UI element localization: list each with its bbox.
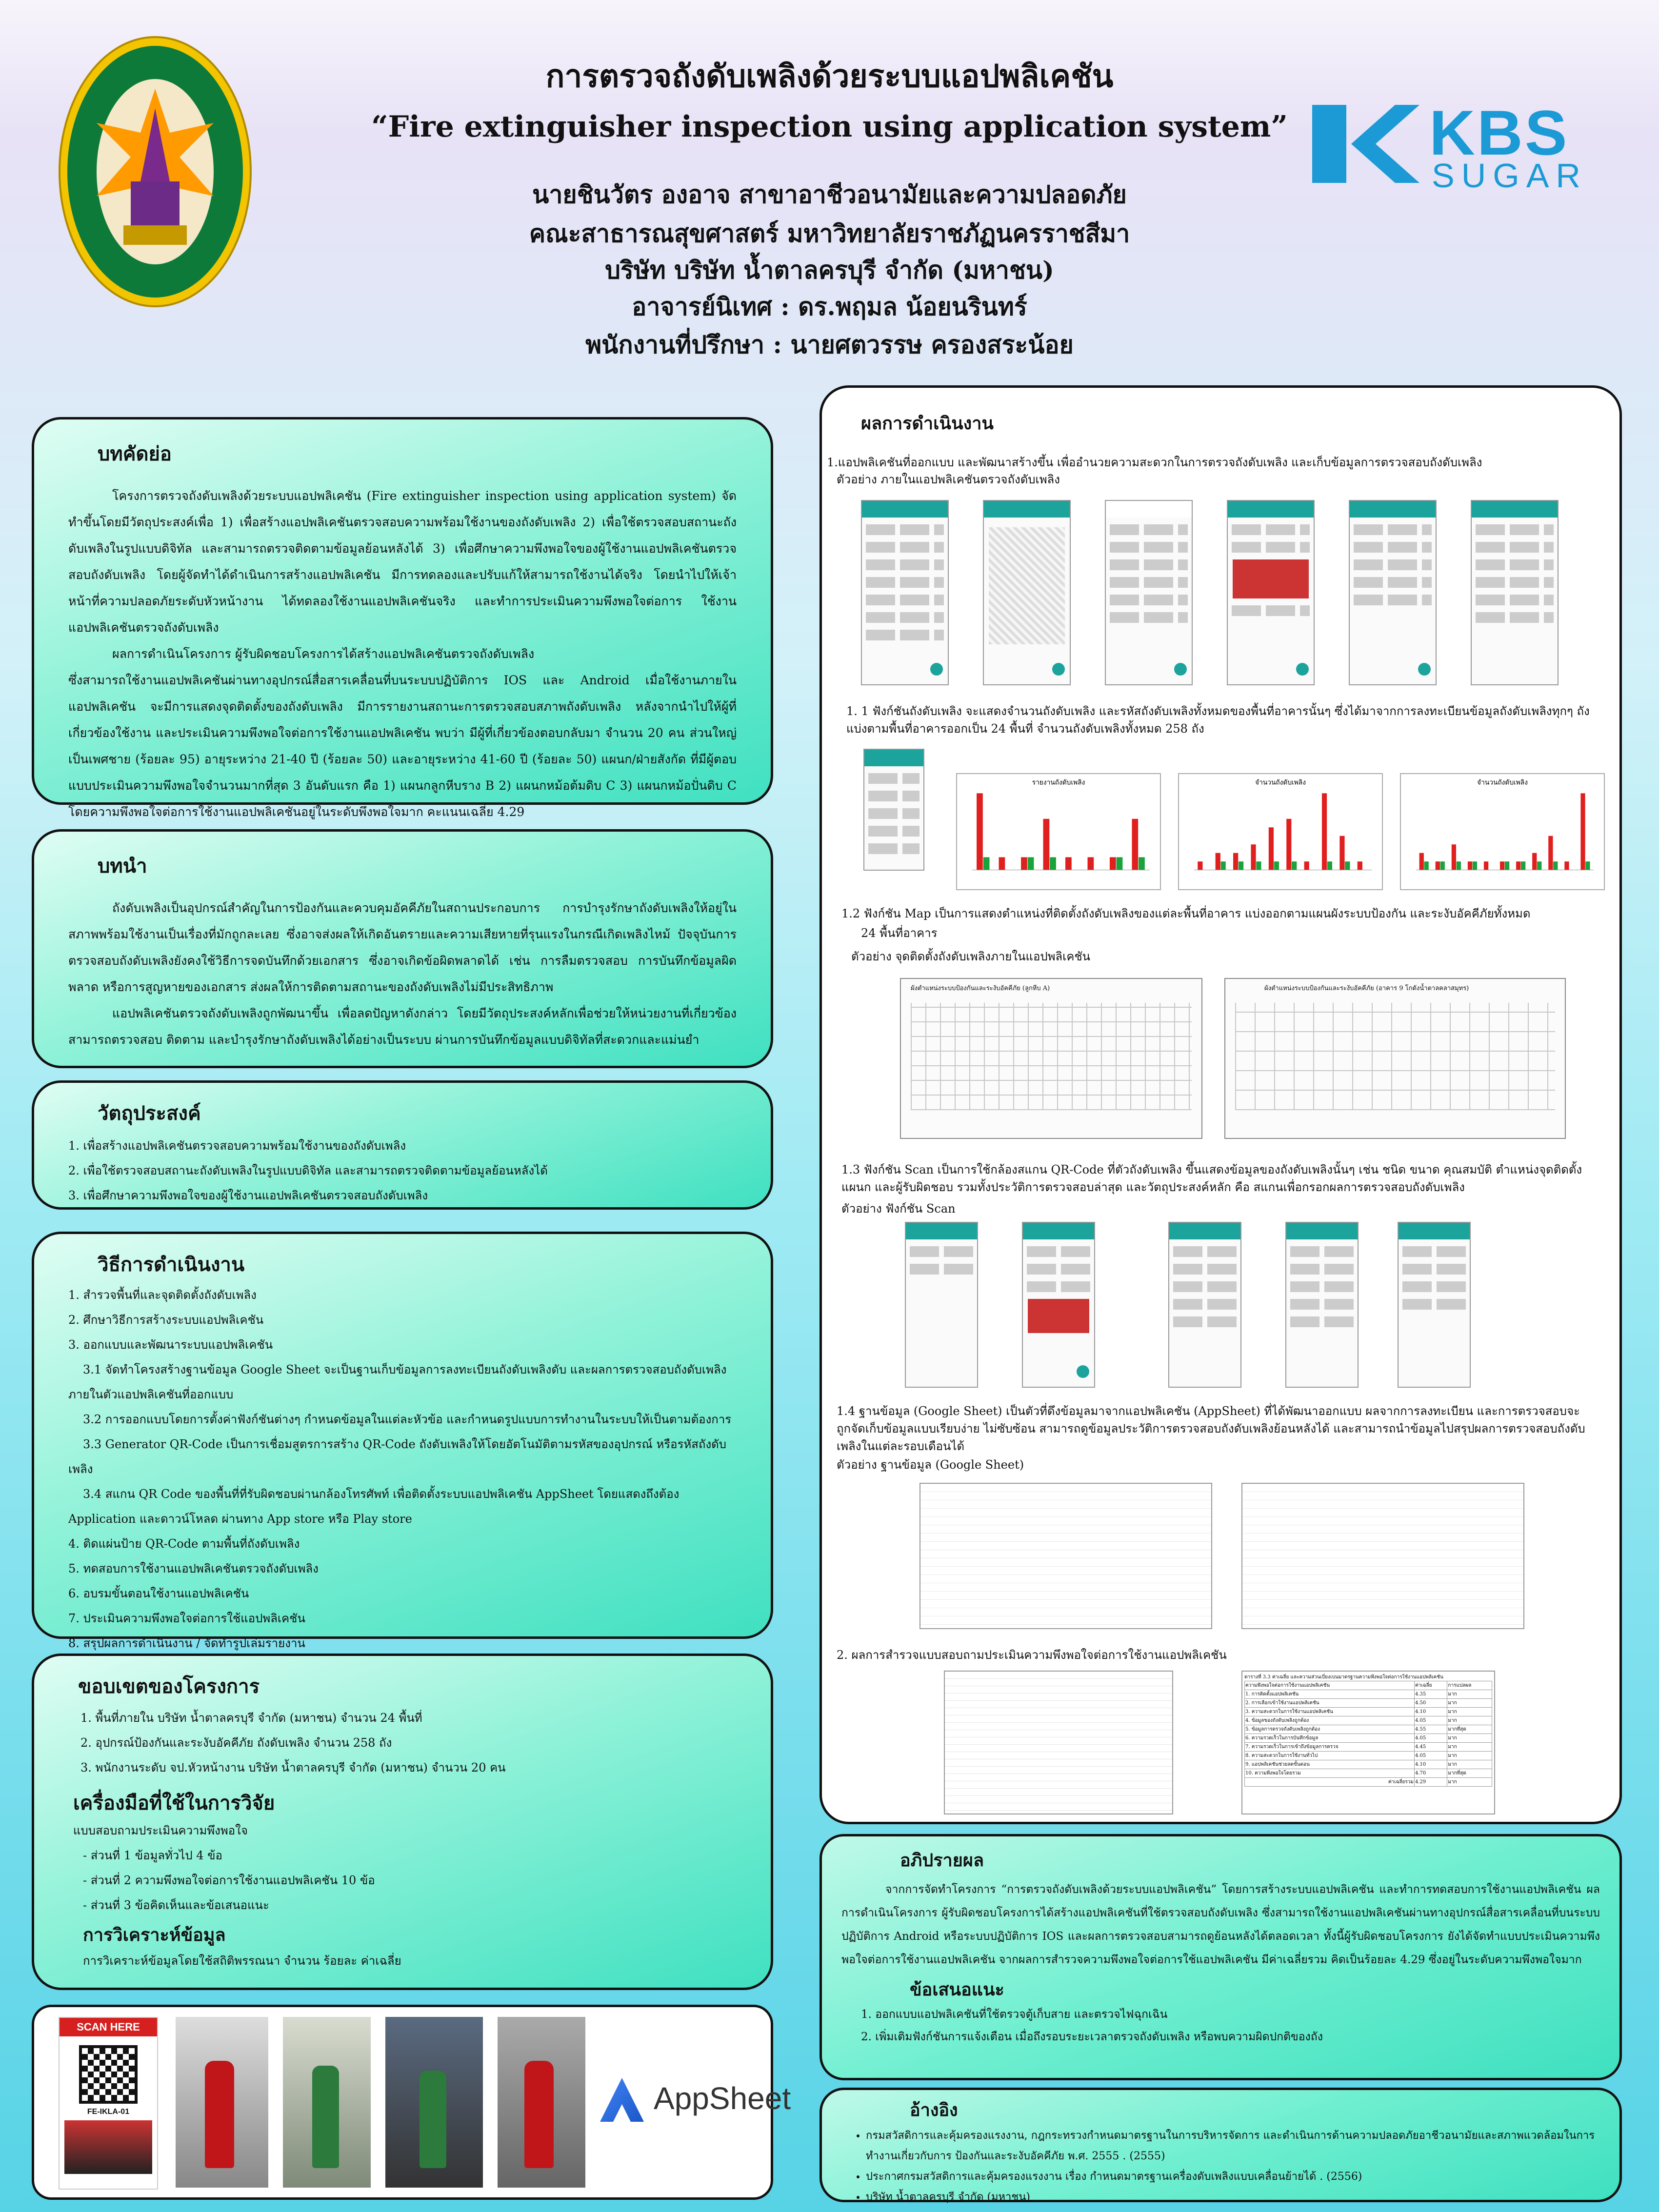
scan-screen-4 [1285, 1222, 1359, 1388]
table-row [1245, 1743, 1492, 1752]
table-cell: 5. ข้อมูลการตรวจถังดับเพลิงถูกต้อง [1245, 1725, 1415, 1734]
method-item: 4. ติดแผ่นป้าย QR-Code ตามพื้นที่ถังดับเพลิง [68, 1537, 300, 1551]
chart-title: จำนวนถังดับเพลิง [1477, 778, 1528, 787]
qr-sign [59, 2017, 158, 2190]
table-row [1245, 1716, 1492, 1725]
table-cell: 4.05 [1414, 1716, 1447, 1725]
qr-code-icon [79, 2045, 138, 2104]
intro-box [32, 829, 773, 1068]
chart-bar [1327, 861, 1332, 870]
chart-bar [1087, 857, 1094, 870]
chart-title: จำนวนถังดับเพลิง [1255, 778, 1306, 787]
intro-p2: แอปพลิเคชันตรวจถังดับเพลิงถูกพัฒนาขึ้น เพื่อลดปัญหาดังกล่าว โดยมีวัตถุประสงค์หลักเพื่อช่วยให้หน่วยงานที่เกี่ยวข้องสามารถตรวจสอบ ติดตาม และบำรุงรักษาถังดับเพลิงได้อย่างเป็นระบบ ผ่านการบันทึกข้อมูลแบบดิจิทัลที่สะดวกและแม่นยำ [68, 1006, 737, 1047]
chart-bar [1358, 861, 1362, 870]
chart-bar [1065, 857, 1072, 870]
survey-table-2 [1241, 1671, 1495, 1814]
app-screen-form [1349, 500, 1437, 685]
chart-bar [1436, 861, 1440, 870]
chart-bar [1139, 857, 1145, 870]
references-box [820, 2088, 1622, 2202]
table-cell: มาก [1447, 1690, 1492, 1699]
chart-bar [1216, 853, 1220, 870]
scan-screen-1 [905, 1222, 978, 1388]
scope-box [32, 1654, 773, 1990]
reference-item: • กรมสวัสดิการและคุ้มครองแรงงาน, กฎกระทรวงกำหนดมาตรฐานในการบริหารจัดการ และดำเนินการด้านความปลอดภัยอาชีวอนามัยและสภาพแวดล้อมในการทำงานเกี่ยวกับการ ป้องกันและระงับอัคคีภัย พ.ศ. 2555 . (2555) [866, 2126, 1600, 2167]
table-cell: 4.10 [1414, 1708, 1447, 1716]
photo-box [32, 2005, 791, 2200]
chart-bar [1345, 861, 1350, 870]
chart-bar [1419, 853, 1424, 870]
extinguisher-photo-1 [176, 2017, 268, 2188]
table-cell: มาก [1447, 1734, 1492, 1743]
reference-item: • ประกาศกรมสวัสดิการและคุ้มครองแรงงาน เรื่อง กำหนดมาตรฐานเครื่องดับเพลิงแบบเคลื่อนย้ายได้ . (2556) [866, 2167, 1600, 2187]
table-cell: 4.05 [1414, 1752, 1447, 1760]
app-screen-check [1471, 500, 1559, 685]
objective-item: 1. เพื่อสร้างแอปพลิเคชันตรวจสอบความพร้อมใช้งานของถังดับเพลิง [68, 1139, 406, 1153]
table-cell: มาก [1447, 1708, 1492, 1716]
results-s13b: ตัวอย่าง ฟังก์ชัน Scan [841, 1202, 956, 1216]
satisfaction-table [1244, 1681, 1492, 1787]
scan-screen-3 [1168, 1222, 1241, 1388]
results-s12: 1.2 ฟังก์ชัน Map เป็นการแสดงตำแหน่งที่ติดตั้งถังดับเพลิงของแต่ละพื้นที่อาคาร แบ่งออกตามแผนผังระบบป้องกัน และระงับอัคคีภัยทั้งหมด [841, 907, 1531, 920]
chart-bar [1304, 861, 1309, 870]
chart-bar [1580, 793, 1585, 870]
results-heading: ผลการดำเนินงาน [861, 413, 994, 434]
chart-1 [956, 773, 1161, 890]
discussion-box [820, 1834, 1622, 2080]
chart-title: รายงานถังดับเพลิง [1032, 778, 1085, 787]
chart-2 [1178, 773, 1383, 890]
abstract-p3: ซึ่งสามารถใช้งานแอปพลิเคชันผ่านทางอุปกรณ์สื่อสารเคลื่อนที่บนระบบปฏิบัติการ IOS และ Android เมื่อใช้งานภายในแอปพลิเคชัน จะมีการแสดงจุดติดตั้งของถังดับเพลิง มีการรายงานสถานะการตรวจสอบสภาพถังดับเพลิง หลังจากนำไปให้ผู้ที่เกี่ยวข้องใช้งาน และประเมินความพึงพอใจต่อการใช้งานแอปพลิเคชัน พบว่า มีผู้ที่เกี่ยวข้องตอบกลับมา จำนวน 20 คน ส่วนใหญ่เป็นเพศชาย (ร้อยละ 95) อายุระหว่าง 21-40 ปี (ร้อยละ 50) และอายุระหว่าง 41-60 ปี (ร้อยละ 50) แผนก/ฝ่ายสังกัด ที่มีผู้ตอบแบบประเมินความพึงพอใจจำนวนมากที่สุด 3 อันดับแรก คือ 1) แผนกลูกหีบราง B 2) แผนกหม้อต้มดิบ C 3) แผนกหม้อปั่นดิบ C โดยความพึงพอใจต่อการใช้งานแอปพลิเคชันอยู่ในระดับพึงพอใจมาก คะแนนเฉลี่ย 4.29 [68, 673, 737, 819]
table-cell: มาก [1447, 1716, 1492, 1725]
analysis-text: การวิเคราะห์ข้อมูลโดยใช้สถิติพรรณนา จำนวน ร้อยละ ค่าเฉลี่ย [83, 1954, 401, 1968]
suggestion-item: 2. เพิ่มเติมฟังก์ชันการแจ้งเตือน เมื่อถึงรอบระยะเวลาตรวจถังดับเพลิง หรือพบความผิดปกติของถัง [861, 2031, 1323, 2043]
app-screen-detail [1227, 500, 1315, 685]
google-sheet-1 [919, 1483, 1212, 1629]
table-cell: 4. ข้อมูลของถังดับเพลิงถูกต้อง [1245, 1716, 1415, 1725]
method-item: 5. ทดสอบการใช้งานแอปพลิเคชันตรวจถังดับเพลิง [68, 1562, 319, 1575]
app-screen-list [861, 500, 949, 685]
table-row [1245, 1725, 1492, 1734]
chart-bar [999, 857, 1005, 870]
extinguisher-photo-3 [385, 2017, 483, 2188]
app-screen-map [983, 500, 1071, 685]
results-s13: 1.3 ฟังก์ชัน Scan เป็นการใช้กล้องสแกน QR-Code ที่ตัวถังดับเพลิง ขึ้นแสดงข้อมูลของถังดับเพลิงนั้นๆ เช่น ชนิด ขนาด คุณสมบัติ ตำแหน่งจุดติดตั้ง แผนก และผู้รับผิดชอบ รวมทั้งประวัติการตรวจสอบล่าสุด และวัตถุประสงค์หลัก คือ สแกนเพื่อกรอกผลการตรวจสอบถังดับเพลิง [841, 1163, 1582, 1194]
table-cell: มาก [1447, 1760, 1492, 1769]
author-line-5: พนักงานที่ปรึกษา : นายศตวรรษ ครองสระน้อย [585, 330, 1074, 359]
method-item: 3. ออกแบบและพัฒนาระบบแอปพลิเคชัน [68, 1338, 273, 1352]
table-total-row [1245, 1778, 1492, 1787]
results-s1: 1.แอปพลิเคชันที่ออกแบบ และพัฒนาสร้างขึ้น เพื่ออำนวยความสะดวกในการตรวจถังดับเพลิง และเก็บข้อมูลการตรวจสอบถังดับเพลิง [827, 456, 1482, 469]
chart-bar [1117, 857, 1123, 870]
chart-bar [1292, 861, 1297, 870]
method-item: 3.3 Generator QR-Code เป็นการเชื่อมสูตรการสร้าง QR-Code ถังดับเพลิงให้โดยอัตโนมัติตามรหัสของอุปกรณ์ หรือรหัสถังดับเพลิง [68, 1437, 726, 1476]
chart-bar [1198, 861, 1202, 870]
chart-bar [1521, 861, 1525, 870]
table-row [1245, 1760, 1492, 1769]
objective-item: 3. เพื่อศึกษาความพึงพอใจของผู้ใช้งานแอปพลิเคชันตรวจสอบถังดับเพลิง [68, 1189, 428, 1202]
chart-bar [977, 793, 983, 870]
chart-bar [1286, 819, 1291, 870]
suggestions-heading: ข้อเสนอแนะ [910, 1979, 1004, 2000]
chart-bar [1050, 857, 1056, 870]
chart-bar [1322, 793, 1327, 870]
author-line-1: นายชินวัตร องอาจ สาขาอาชีวอนามัยและความปลอดภัย [532, 180, 1127, 209]
method-item: 3.4 สแกน QR Code ของพื้นที่ที่รับผิดชอบผ่านกล้องโทรศัพท์ เพื่อติดตั้งระบบแอปพลิเคชัน AppSheet โดยแสดงถึงต้อง Application และดาวน์โหลด ผ่านทาง App store หรือ Play store [68, 1487, 680, 1526]
floor-plan-2 [1224, 978, 1566, 1139]
tools-heading: เครื่องมือที่ใช้ในการวิจัย [73, 1792, 275, 1814]
table-cell: 7. ความรวดเร็วในการเข้าถึงข้อมูลการตรวจ [1245, 1743, 1415, 1752]
table-cell: 2. การเลือกเข้าใช้งานแอปพลิเคชัน [1245, 1699, 1415, 1708]
table-row [1245, 1708, 1492, 1716]
tools-item: - ส่วนที่ 2 ความพึงพอใจต่อการใช้งานแอปพลิเคชัน 10 ข้อ [83, 1873, 375, 1887]
chart-bar [1339, 836, 1344, 870]
results-panel [820, 385, 1622, 1824]
plan-title-2: ผังตำแหน่งระบบป้องกันและระงับอัคคีภัย (อาคาร 9 โกดังน้ำตาลคลาสมุทร) [1264, 985, 1469, 992]
results-s14: 1.4 ฐานข้อมูล (Google Sheet) เป็นตัวที่ดึงข้อมูลมาจากแอปพลิเคชัน (AppSheet) ที่ได้พัฒนาออกแบบ ผลจากการลงทะเบียน และการตรวจสอบจะถูกจัดเก็บข้อมูลแบบเรียบง่าย ไม่ซับซ้อน สามารถดูข้อมูลประวัติการตรวจสอบถังดับเพลิงย้อนหลังได้ และสามารถนำข้อมูลไปสรุปผลการตรวจสอบถังดับเพลิงในแต่ละรอบเดือนได้ [837, 1404, 1585, 1453]
chart-bar [1505, 861, 1509, 870]
app-screen-today [1105, 500, 1193, 685]
chart-3 [1400, 773, 1605, 890]
chart-bar [1424, 861, 1429, 870]
chart-bar [1239, 861, 1243, 870]
chart-bar [1473, 861, 1477, 870]
methods-heading: วิธีการดำเนินงาน [98, 1253, 245, 1276]
table-cell: มาก [1447, 1699, 1492, 1708]
chart-bar [1553, 861, 1558, 870]
title-thai: การตรวจถังดับเพลิงด้วยระบบแอปพลิเคชัน [545, 58, 1114, 95]
scope-item: 1. พื้นที่ภายใน บริษัท น้ำตาลครบุรี จำกัด (มหาชน) จำนวน 24 พื้นที่ [80, 1711, 422, 1725]
table-header-row [1245, 1681, 1492, 1690]
chart-bar [983, 857, 990, 870]
table-head-cell: ค่าเฉลี่ย [1414, 1681, 1447, 1690]
method-item: 3.2 การออกแบบโดยการตั้งค่าฟังก์ชันต่างๆ กำหนดข้อมูลในแต่ละหัวข้อ และกำหนดรูปแบบการทำงานในระบบให้เป็นตามต้องการ [83, 1413, 732, 1426]
sugar-text: SUGAR [1432, 157, 1587, 195]
chart-bar [1132, 819, 1138, 870]
chart-bar [1440, 861, 1445, 870]
author-line-4: อาจารย์นิเทศ : ดร.พฤมล น้อยนรินทร์ [632, 292, 1027, 321]
appsheet-icon [600, 2078, 644, 2122]
references-heading: อ้างอิง [910, 2100, 958, 2120]
abstract-box [32, 417, 773, 819]
chart-bar [1274, 861, 1279, 870]
table-cell: 4.05 [1414, 1734, 1447, 1743]
table-cell: 4.45 [1414, 1743, 1447, 1752]
table-cell: 4.55 [1414, 1725, 1447, 1734]
qr-caption: FE-IKLA-01 [87, 2108, 130, 2116]
table-cell: 9. แอปพลิเคชันช่วยลดขั้นตอน [1245, 1760, 1415, 1769]
chart-bar [1043, 819, 1050, 870]
table-total-value: 4.29 [1414, 1778, 1447, 1787]
table-cell: 4.10 [1414, 1760, 1447, 1769]
abstract-p1: โครงการตรวจถังดับเพลิงด้วยระบบแอปพลิเคชัน (Fire extinguisher inspection using application system) จัดทำขึ้นโดยมีวัตถุประสงค์เพื่อ 1) เพื่อสร้างแอปพลิเคชันตรวจสอบความพร้อมใช้งานของถังดับเพลิง 2) เพื่อใช้ตรวจสอบสถานะถังดับเพลิงในรูปแบบดิจิทัล และสามารถตรวจติดตามข้อมูลย้อนหลังได้ 3) เพื่อศึกษาความพึงพอใจของผู้ใช้งานแอปพลิเคชันตรวจสอบถังดับเพลิง โดยผู้จัดทำได้ดำเนินการสร้างแอปพลิเคชัน มีการทดลองและปรับแก้ให้สามารถใช้งานได้จริง โดยนำไปให้เจ้าหน้าที่ความปลอดภัยระดับหัวหน้างาน ได้ทดลองใช้งานแอปพลิเคชันจริง และทำการประเมินความพึงพอใจต่อการ ใช้งานแอปพลิเคชันตรวจถังดับเพลิง [68, 489, 737, 635]
chart-bar [1269, 827, 1274, 870]
table-cell: มากที่สุด [1447, 1769, 1492, 1778]
table-row [1245, 1752, 1492, 1760]
chart-bar [1537, 861, 1541, 870]
tools-item: - ส่วนที่ 3 ข้อคิดเห็นและข้อเสนอแนะ [83, 1898, 269, 1912]
method-item: 3.1 จัดทำโครงสร้างฐานข้อมูล Google Sheet จะเป็นฐานเก็บข้อมูลการลงทะเบียนถังดับเพลิงดับ และผลการตรวจสอบถังดับเพลิงภายในตัวแอปพลิเคชันที่ออกแบบ [68, 1363, 727, 1401]
chart-bar [1585, 861, 1590, 870]
table-cell: มาก [1447, 1743, 1492, 1752]
chart-bar [1233, 853, 1238, 870]
discussion-heading: อภิปรายผล [900, 1850, 984, 1871]
table-cell: มากที่สุด [1447, 1725, 1492, 1734]
extinguisher-photo-4 [498, 2017, 585, 2188]
suggestion-item: 1. ออกแบบแอปพลิเคชันที่ใช้ตรวจตู้เก็บสาย และตรวจไฟฉุกเฉิน [861, 2008, 1168, 2021]
table-cell: 4.35 [1414, 1690, 1447, 1699]
table-cell: 1. การติดตั้งแอปพลิเคชัน [1245, 1690, 1415, 1699]
method-item: 2. ศึกษาวิธีการสร้างระบบแอปพลิเคชัน [68, 1313, 264, 1327]
abstract-heading: บทคัดย่อ [98, 442, 172, 465]
chart-bar [1468, 861, 1472, 870]
scope-heading: ขอบเขตของโครงการ [78, 1675, 260, 1698]
methods-box [32, 1232, 773, 1650]
table-cell: 3. ความสะดวกในการใช้งานแอปพลิเคชัน [1245, 1708, 1415, 1716]
plan-title-1: ผังตำแหน่งระบบป้องกันและระงับอัคคีภัย (ลูกหีบ A) [911, 985, 1050, 992]
intro-p1: ถังดับเพลิงเป็นอุปกรณ์สำคัญในการป้องกันและควบคุมอัคคีภัยในสถานประกอบการ การบำรุงรักษาถังดับเพลิงให้อยู่ในสภาพพร้อมใช้งานเป็นเรื่องที่มักถูกละเลย ซึ่งอาจส่งผลให้เกิดอันตรายและความเสียหายที่รุนแรงในกรณีเกิดเพลิงไหม้ ปัจจุบันการตรวจสอบถังดับเพลิงยังคงใช้วิธีการจดบันทึกด้วยเอกสาร ซึ่งอาจเกิดข้อผิดพลาดได้ เช่น การลืมตรวจสอบ การบันทึกข้อมูลผิดพลาด หรือการสูญหายของเอกสาร ส่งผลให้การติดตามสถานะของถังดับเพลิงไม่มีประสิทธิภาพ [68, 901, 737, 994]
appsheet-label: AppSheet [654, 2081, 791, 2116]
results-s14b: ตัวอย่าง ฐานข้อมูล (Google Sheet) [837, 1458, 1024, 1472]
tools-item: - ส่วนที่ 1 ข้อมูลทั่วไป 4 ข้อ [83, 1849, 222, 1862]
chart-bar [1532, 853, 1537, 870]
results-s2: 2. ผลการสำรวจแบบสอบถามประเมินความพึงพอใจต่อการใช้งานแอปพลิเคชัน [837, 1648, 1227, 1662]
results-s11: 1. 1 ฟังก์ชันถังดับเพลิง จะแสดงจำนวนถังดับเพลิง และรหัสถังดับเพลิงทั้งหมดของพื้นที่อาคารนั้นๆ ซึ่งได้มาจากการลงทะเบียนข้อมูลถังดับเพลิงทุกๆ ถัง แบ่งตามพื้นที่อาคารออกเป็น 24 พื้นที่ จำนวนถังดับเพลิงทั้งหมด 258 ถัง [846, 704, 1590, 736]
scan-screen-5 [1398, 1222, 1471, 1388]
author-line-2: คณะสาธารณสุขศาสตร์ มหาวิทยาลัยราชภัฏนครราชสีมา [529, 219, 1130, 248]
scan-here-label: SCAN HERE [60, 2018, 157, 2036]
title-english: “Fire extinguisher inspection using application system” [371, 110, 1288, 144]
table-head-cell: ความพึงพอใจต่อการใช้งานแอปพลิเคชัน [1245, 1681, 1415, 1690]
survey-table-1 [944, 1671, 1173, 1814]
method-item: 8. สรุปผลการดำเนินงาน / จัดทำรูปเล่มรายงาน [68, 1636, 305, 1650]
table-row [1245, 1734, 1492, 1743]
tools-intro: แบบสอบถามประเมินความพึงพอใจ [73, 1824, 248, 1837]
kbs-text: KBS [1429, 97, 1569, 168]
table-total-result: มาก [1447, 1778, 1492, 1787]
results-s12c: ตัวอย่าง จุดติดตั้งถังดับเพลิงภายในแอปพลิเคชัน [851, 950, 1091, 963]
chart-bar [1251, 844, 1256, 870]
table-row [1245, 1699, 1492, 1708]
table-cell: 4.50 [1414, 1699, 1447, 1708]
abstract-p2: ผลการดำเนินโครงการ ผู้รับผิดชอบโครงการได้สร้างแอปพลิเคชันตรวจถังดับเพลิง [112, 647, 535, 661]
objective-item: 2. เพื่อใช้ตรวจสอบสถานะถังดับเพลิงในรูปแบบดิจิทัล และสามารถตรวจติดตามข้อมูลย้อนหลังได้ [68, 1164, 548, 1177]
method-item: 6. อบรมขั้นตอนใช้งานแอปพลิเคชัน [68, 1587, 249, 1600]
chart-bar [1516, 861, 1520, 870]
extinguisher-photo-2 [283, 2017, 371, 2188]
scope-item: 2. อุปกรณ์ป้องกันและระงับอัคคีภัย ถังดับเพลิง จำนวน 258 ถัง [80, 1736, 392, 1750]
reference-item: • บริษัท น้ำตาลครบุรี จำกัด (มหาชน) [866, 2187, 1600, 2208]
method-item: 7. ประเมินความพึงพอใจต่อการใช้แอปพลิเคชัน [68, 1612, 305, 1625]
table-caption: ตารางที่ 3.3 ค่าเฉลี่ย และความส่วนเบี่ยงเบนมาตรฐานความพึงพอใจต่อการใช้งานแอปพลิเคชัน [1244, 1674, 1443, 1680]
chart-bar [1564, 861, 1569, 870]
table-cell: 4.70 [1414, 1769, 1447, 1778]
chart-bar [1457, 861, 1461, 870]
scan-screen-2 [1022, 1222, 1095, 1388]
results-s1b: ตัวอย่าง ภายในแอปพลิเคชันตรวจถังดับเพลิง [837, 473, 1060, 486]
table-row [1245, 1769, 1492, 1778]
method-item: 1. สำรวจพื้นที่และจุดติดตั้งถังดับเพลิง [68, 1288, 257, 1302]
results-s12b: 24 พื้นที่อาคาร [861, 926, 938, 940]
chart-bar [1256, 861, 1261, 870]
table-cell: มาก [1447, 1752, 1492, 1760]
objectives-heading: วัตถุประสงค์ [98, 1102, 201, 1125]
table-total-label: ค่าเฉลี่ยรวม [1245, 1778, 1415, 1787]
chart-bar [1110, 857, 1116, 870]
table-row [1245, 1690, 1492, 1699]
appsheet-logo [600, 2075, 791, 2124]
table-cell: 8. ความสะดวกในการใช้งานทั่วไป [1245, 1752, 1415, 1760]
chart-bar [1021, 857, 1027, 870]
discussion-text: จากการจัดทำโครงการ “การตรวจถังดับเพลิงด้วยระบบแอปพลิเคชัน” โดยการสร้างระบบแอปพลิเคชัน และทำการทดสอบการใช้งานแอปพลิเคชัน ผลการดำเนินโครงการ ผู้รับผิดชอบโครงการได้สร้างแอปพลิเคชันที่ใช้ตรวจสอบถังดับเพลิง ซึ่งสามารถใช้งานแอปพลิเคชันผ่านทางอุปกรณ์สื่อสารเคลื่อนที่บนระบบปฏิบัติการ Android หรือระบบปฏิบัติการ IOS และผลการตรวจสอบสามารถดูย้อนหลังได้ตลอดเวลา ทั้งนี้ผู้รับผิดชอบโครงการ ยังได้จัดทำแบบประเมินความพึงพอใจต่อการใช้งานแอปพลิเคชัน จากผลการสำรวจความพึงพอใจต่อการใช้แอปพลิเคชัน มีค่าเฉลี่ยรวม คิดเป็นร้อยละ 4.29 ซึ่งอยู่ในระดับความพึงพอใจมาก [841, 1883, 1600, 1966]
table-cell: 6. ความรวดเร็วในการบันทึกข้อมูล [1245, 1734, 1415, 1743]
app-screen-extinguisher-list [863, 749, 924, 871]
scope-item: 3. พนักงานระดับ จป.หัวหน้างาน บริษัท น้ำตาลครบุรี จำกัด (มหาชน) จำนวน 20 คน [80, 1761, 506, 1774]
chart-bar [1548, 836, 1553, 870]
table-head-cell: การแปลผล [1447, 1681, 1492, 1690]
chart-bar [1221, 861, 1226, 870]
google-sheet-2 [1241, 1483, 1524, 1629]
objectives-box [32, 1080, 773, 1210]
table-cell: 10. ความพึงพอใจโดยรวม [1245, 1769, 1415, 1778]
chart-bar [1500, 861, 1504, 870]
chart-bar [1452, 844, 1456, 870]
floor-plan-1 [900, 978, 1202, 1139]
chart-bar [1484, 861, 1488, 870]
intro-heading: บทนำ [98, 855, 147, 877]
chart-bar [1028, 857, 1034, 870]
author-line-3: บริษัท บริษัท น้ำตาลครบุรี จำกัด (มหาชน) [605, 256, 1054, 284]
analysis-heading: การวิเคราะห์ข้อมูล [83, 1925, 226, 1945]
